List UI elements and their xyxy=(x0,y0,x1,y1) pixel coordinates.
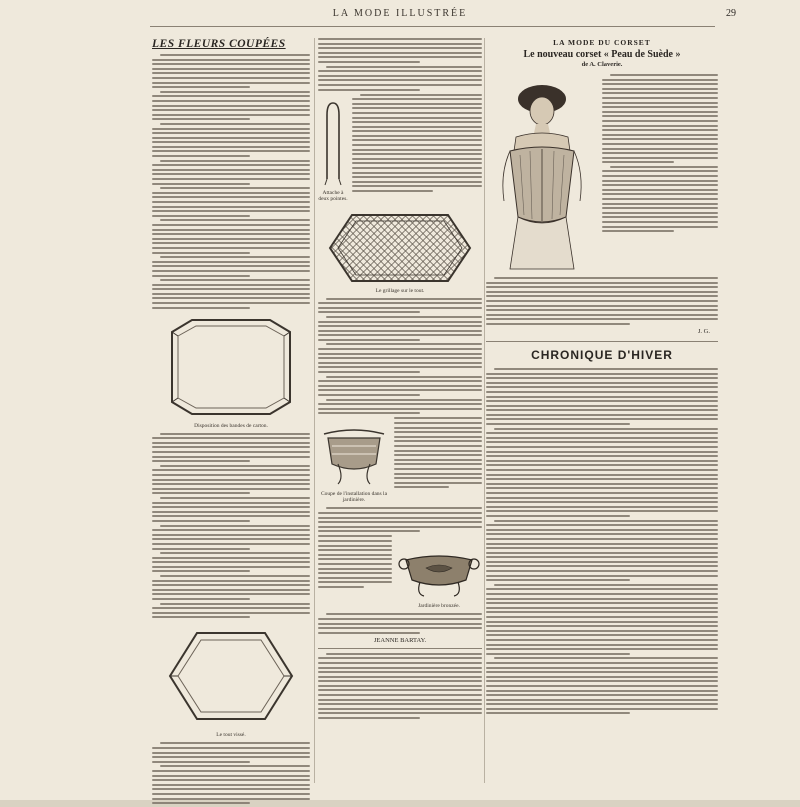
planter-and-text xyxy=(318,417,482,507)
figure-hook xyxy=(318,97,348,202)
article-text xyxy=(318,613,482,633)
column-divider xyxy=(484,38,485,783)
figure-caption: Attache à deux pointes. xyxy=(318,189,348,202)
figure-caption: Jardinière bronzée. xyxy=(418,603,460,610)
cardboard-strips-illustration xyxy=(152,312,310,422)
section-title: LES FLEURS COUPÉES xyxy=(152,38,286,50)
column-right xyxy=(486,38,718,717)
article-initials: J. G. xyxy=(697,327,710,335)
figure-caption: Disposition des bandes de carton. xyxy=(194,422,268,429)
article-text xyxy=(152,433,310,619)
corset-illustration xyxy=(486,77,598,273)
figure-caption: Coupe de l'installation dans la jardinière. xyxy=(320,491,388,504)
figure-finished-frame xyxy=(152,621,310,738)
section-kicker: LA MODE DU CORSET xyxy=(553,38,651,47)
article-text xyxy=(602,74,718,274)
hook-and-text xyxy=(318,94,482,206)
advert-text xyxy=(318,653,482,719)
article-text xyxy=(394,417,482,504)
article-text xyxy=(152,742,310,804)
corset-intro xyxy=(486,74,718,277)
article-text xyxy=(318,38,482,91)
corset-article-title: Le nouveau corset « Peau de Suède » xyxy=(523,49,681,60)
chronicle-title: CHRONIQUE D'HIVER xyxy=(531,347,673,362)
article-text xyxy=(318,535,392,610)
column-middle xyxy=(318,38,482,722)
figure-caption: Le grillage sur le tout. xyxy=(375,287,425,294)
section-rule xyxy=(318,648,482,649)
figure-cardboard-strips xyxy=(152,312,310,429)
article-text xyxy=(352,94,482,203)
figure-bronze-planter xyxy=(396,538,482,609)
column-divider xyxy=(314,38,315,783)
planter-section-illustration xyxy=(318,420,390,490)
finished-frame-illustration xyxy=(152,621,310,731)
chronicle-text xyxy=(486,368,718,715)
figure-corset xyxy=(486,77,598,273)
wire-grid-illustration xyxy=(318,209,482,287)
page-number: 29 xyxy=(726,8,736,19)
article-text xyxy=(318,507,482,532)
article-text xyxy=(318,298,482,415)
figure-planter-section xyxy=(318,420,390,503)
header-rule xyxy=(150,26,715,27)
article-text xyxy=(486,277,718,325)
bronze-and-text xyxy=(318,535,482,613)
article-text xyxy=(152,54,310,309)
corset-article-byline: de A. Claverie. xyxy=(581,61,623,68)
article-signature: JEANNE BARTAY. xyxy=(373,636,427,644)
section-rule xyxy=(486,341,718,342)
hook-illustration xyxy=(318,97,348,189)
bronze-planter-illustration xyxy=(396,538,482,602)
figure-caption: Le tout vissé. xyxy=(216,732,246,739)
running-head: LA MODE ILLUSTRÉE xyxy=(332,8,468,19)
figure-wire-grid xyxy=(318,209,482,294)
column-left xyxy=(152,38,310,807)
